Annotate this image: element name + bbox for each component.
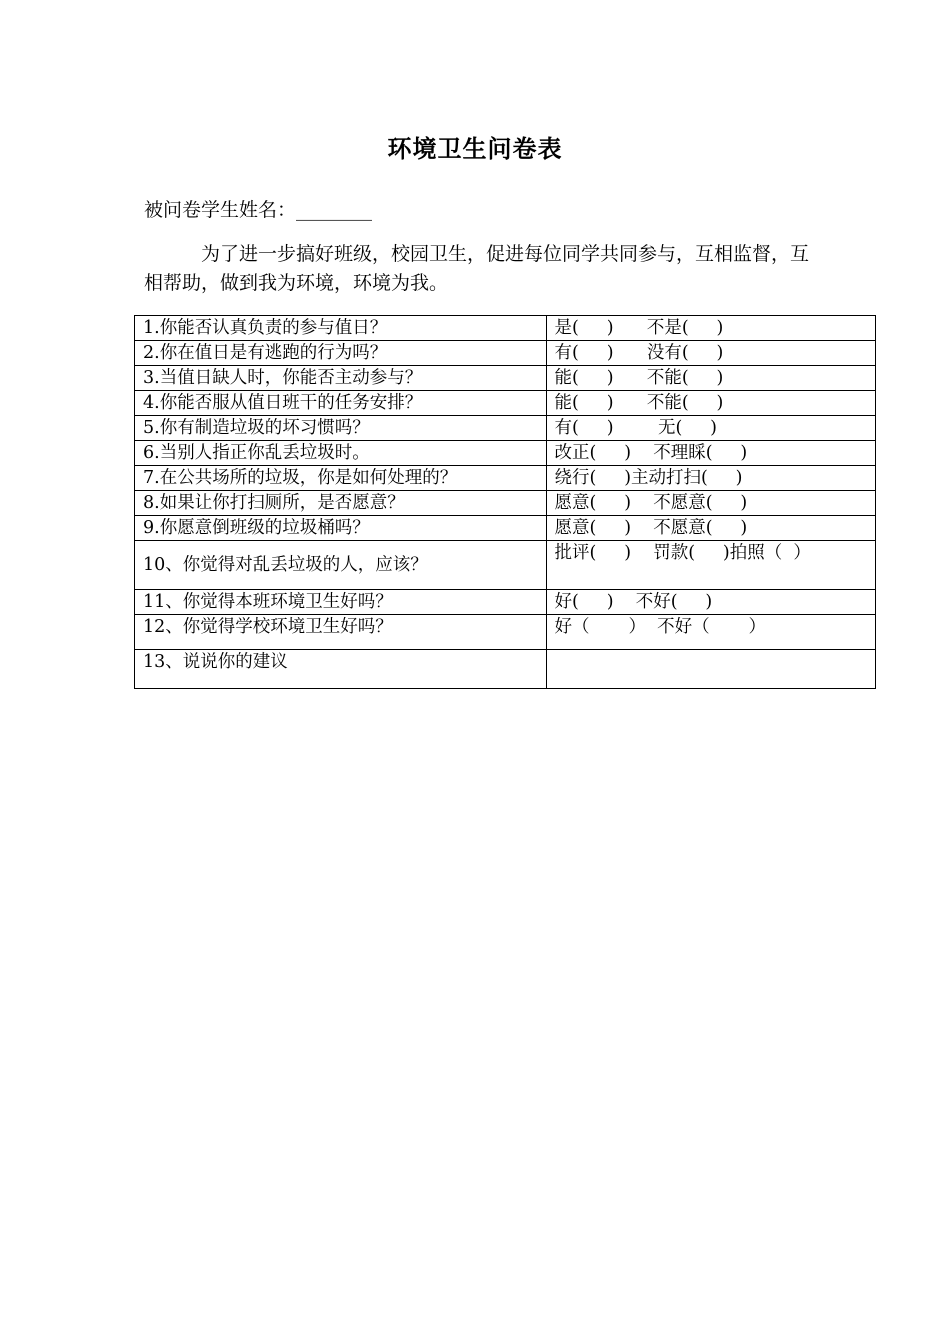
intro-paragraph: 为了进一步搞好班级，校园卫生，促进每位同学共同参与，互相监督，互相帮助，做到我为环境，环境为我。 — [144, 243, 810, 294]
table-row — [135, 650, 876, 689]
answer-options: 能( ) 不能( ) — [546, 391, 875, 416]
question-text: 11、你觉得本班环境卫生好吗？ — [135, 590, 547, 615]
answer-options: 是( ) 不是( ) — [546, 316, 875, 341]
question-text: 10、你觉得对乱丢垃圾的人，应该？ — [135, 541, 547, 590]
question-text: 13、说说你的建议 — [135, 650, 547, 689]
question-text: 2.你在值日是有逃跑的行为吗？ — [135, 341, 547, 366]
answer-options: 好（ ） 不好（ ） — [546, 615, 875, 650]
table-row — [135, 366, 876, 391]
table-row — [135, 615, 876, 650]
question-text: 6.当别人指正你乱丢垃圾时。 — [135, 441, 547, 466]
question-text: 12、你觉得学校环境卫生好吗？ — [135, 615, 547, 650]
table-row — [135, 416, 876, 441]
table-row — [135, 466, 876, 491]
answer-options: 改正( ) 不理睬( ) — [546, 441, 875, 466]
question-text: 8.如果让你打扫厕所，是否愿意？ — [135, 491, 547, 516]
answer-options: 有( ) 没有( ) — [546, 341, 875, 366]
answer-options: 批评( ) 罚款( )拍照（ ） — [546, 541, 875, 590]
table-row — [135, 590, 876, 615]
answer-options: 好( ) 不好( ) — [546, 590, 875, 615]
question-text: 4.你能否服从值日班干的任务安排？ — [135, 391, 547, 416]
question-text: 3.当值日缺人时，你能否主动参与？ — [135, 366, 547, 391]
question-text: 7.在公共场所的垃圾，你是如何处理的？ — [135, 466, 547, 491]
answer-options: 有( ) 无( ) — [546, 416, 875, 441]
table-row — [135, 516, 876, 541]
question-text: 1.你能否认真负责的参与值日？ — [135, 316, 547, 341]
document-title: 环境卫生问卷表 — [387, 134, 563, 163]
suggestion-answer-cell — [546, 650, 875, 689]
question-text: 9.你愿意倒班级的垃圾桶吗？ — [135, 516, 547, 541]
table-row — [135, 541, 876, 590]
question-text: 5.你有制造垃圾的坏习惯吗？ — [135, 416, 547, 441]
answer-options: 愿意( ) 不愿意( ) — [546, 491, 875, 516]
table-row — [135, 316, 876, 341]
answer-options: 愿意( ) 不愿意( ) — [546, 516, 875, 541]
student-name-field: 被问卷学生姓名：________ — [144, 199, 373, 221]
table-row — [135, 441, 876, 466]
table-row — [135, 341, 876, 366]
table-row — [135, 491, 876, 516]
table-row — [135, 391, 876, 416]
answer-options: 绕行( )主动打扫( ) — [546, 466, 875, 491]
questionnaire-table — [134, 315, 876, 689]
answer-options: 能( ) 不能( ) — [546, 366, 875, 391]
